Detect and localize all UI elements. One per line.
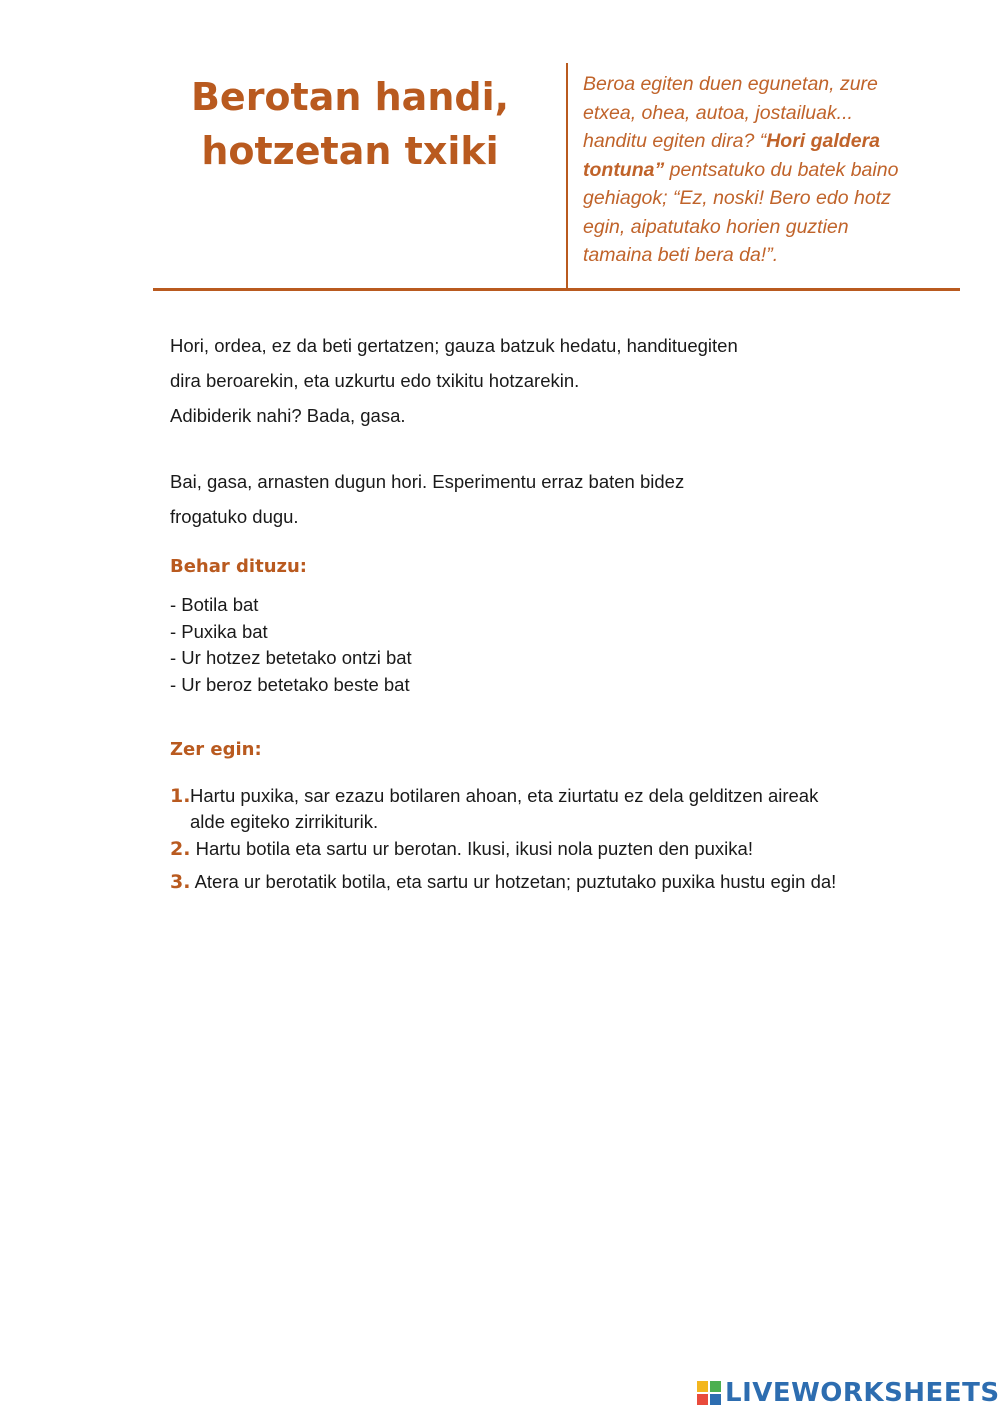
step-2 bbox=[170, 836, 904, 862]
paragraph-line: frogatuko dugu. bbox=[170, 506, 299, 527]
steps-heading: Zer egin: bbox=[170, 739, 262, 760]
paragraph-line: dira beroarekin, eta uzkurtu edo txikitu hotzarekin. bbox=[170, 370, 580, 391]
list-item: - Botila bat bbox=[170, 594, 259, 615]
list-item: - Puxika bat bbox=[170, 620, 268, 642]
step-number: 2. bbox=[170, 838, 191, 860]
intro-text bbox=[583, 70, 913, 270]
paragraph-line: Bai, gasa, arnasten dugun hori. Esperimentu erraz baten bidez bbox=[170, 471, 685, 492]
paragraph-1 bbox=[170, 328, 738, 433]
list-item: - Ur beroz betetako beste bat bbox=[170, 673, 410, 695]
liveworksheets-logo-icon bbox=[697, 1381, 721, 1405]
paragraph-2 bbox=[170, 464, 684, 534]
liveworksheets-logo bbox=[697, 1378, 1000, 1408]
paragraph-line: Adibiderik nahi? Bada, gasa. bbox=[170, 405, 406, 426]
step-1 bbox=[170, 783, 904, 835]
intro-bold: Hori galdera tontuna” bbox=[583, 130, 881, 181]
step-text: Hartu botila eta sartu ur berotan. Ikusi, ikusi nola puzten den puxika! bbox=[195, 838, 753, 859]
step-text: Hartu puxika, sar ezazu botilaren ahoan, eta ziurtatu ez dela gelditzen aireak bbox=[190, 785, 819, 806]
title-line-1: Berotan handi, bbox=[190, 75, 510, 119]
list-item: - Ur hotzez betetako ontzi bat bbox=[170, 647, 412, 668]
materials-list bbox=[170, 592, 412, 698]
page-title bbox=[160, 70, 540, 178]
title-line-2: hotzetan txiki bbox=[201, 129, 499, 173]
step-number: 3. bbox=[170, 871, 191, 893]
intro-part-2: pentsatuko du batek baino gehiagok; “Ez, noski! Bero edo hotz egin, aipatutako horien guztien tamaina beti bera da!”. bbox=[583, 158, 899, 266]
step-text-continued: alde egiteko zirrikiturik. bbox=[190, 811, 379, 832]
intro-part-1: Beroa egiten duen egunetan, zure etxea, ohea, autoa, jostailuak... handitu egiten dira? “ bbox=[583, 73, 878, 152]
materials-heading: Behar dituzu: bbox=[170, 556, 307, 577]
step-number: 1. bbox=[170, 785, 191, 807]
horizontal-divider bbox=[153, 288, 960, 291]
logo-text: LIVEWORKSHEETS bbox=[725, 1378, 1000, 1408]
paragraph-line: Hori, ordea, ez da beti gertatzen; gauza batzuk hedatu, handituegiten bbox=[170, 335, 738, 356]
step-text: Atera ur berotatik botila, eta sartu ur hotzetan; puztutako puxika hustu egin da! bbox=[194, 871, 837, 892]
vertical-divider bbox=[566, 63, 568, 289]
step-3 bbox=[170, 869, 904, 895]
